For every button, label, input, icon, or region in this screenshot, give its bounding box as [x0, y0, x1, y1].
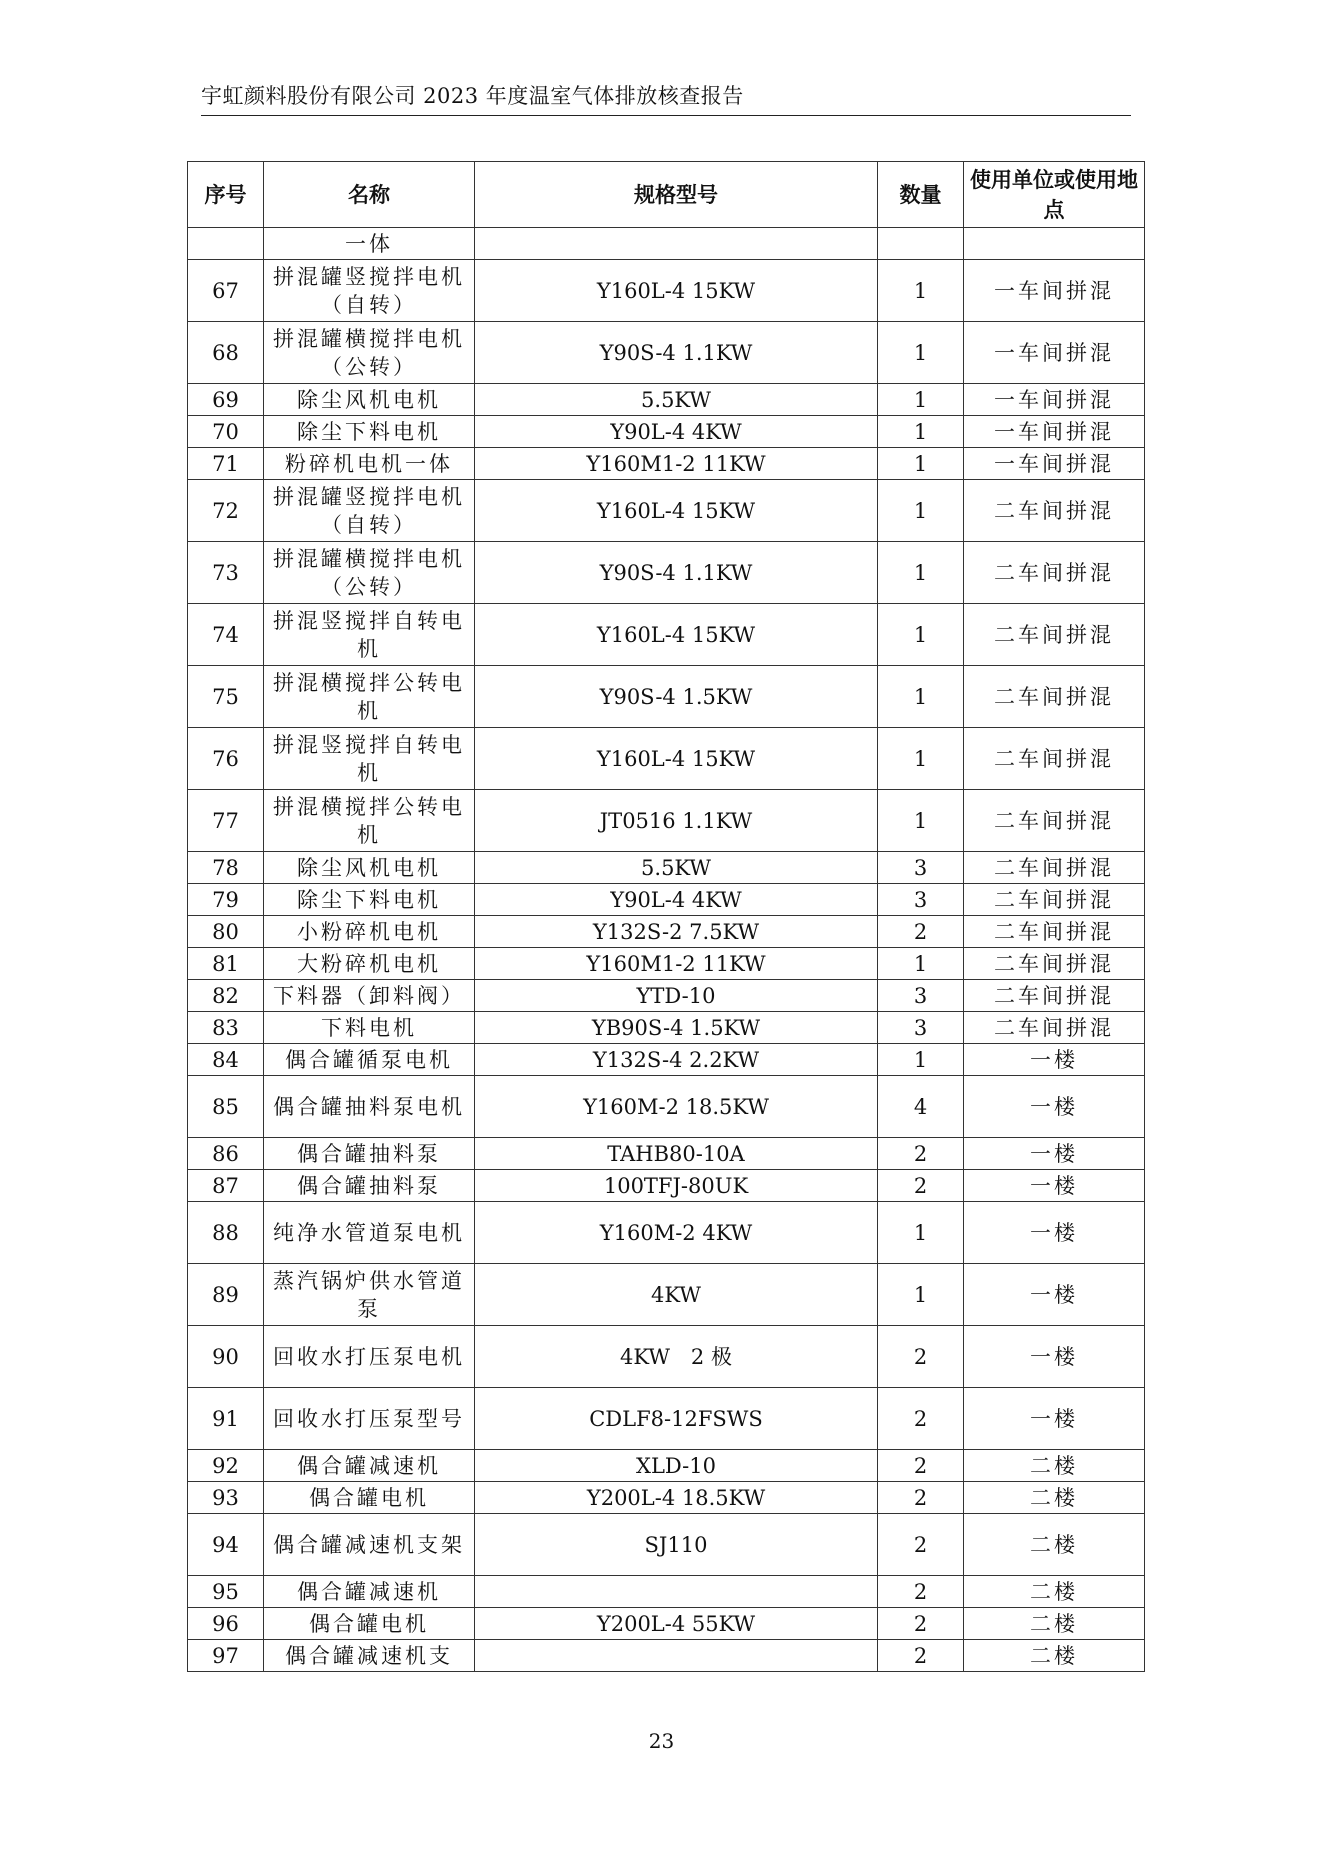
cell-spec: Y160L-4 15KW — [475, 480, 878, 542]
cell-name: 蒸汽锅炉供水管道泵 — [264, 1264, 475, 1326]
cell-no: 90 — [188, 1326, 264, 1388]
cell-name: 回收水打压泵电机 — [264, 1326, 475, 1388]
table-row — [188, 1170, 1145, 1202]
cell-location: 一楼 — [964, 1044, 1145, 1076]
cell-name: 偶合罐减速机支 — [264, 1640, 475, 1672]
table-row — [188, 948, 1145, 980]
cell-no: 70 — [188, 416, 264, 448]
cell-name: 拼混罐横搅拌电机（公转） — [264, 322, 475, 384]
cell-qty: 1 — [878, 1202, 964, 1264]
cell-spec: Y132S-2 7.5KW — [475, 916, 878, 948]
cell-spec: SJ110 — [475, 1514, 878, 1576]
table-row — [188, 1264, 1145, 1326]
table-header-row — [188, 162, 1145, 228]
cell-qty: 1 — [878, 384, 964, 416]
col-header-no: 序号 — [188, 162, 264, 228]
cell-location: 一楼 — [964, 1202, 1145, 1264]
cell-name: 除尘下料电机 — [264, 416, 475, 448]
cell-qty: 2 — [878, 1388, 964, 1450]
cell-name: 偶合罐电机 — [264, 1482, 475, 1514]
cell-qty: 2 — [878, 1640, 964, 1672]
table-row — [188, 448, 1145, 480]
col-header-name: 名称 — [264, 162, 475, 228]
header-divider — [201, 115, 1131, 116]
cell-location: 一车间拼混 — [964, 260, 1145, 322]
cell-location: 二车间拼混 — [964, 480, 1145, 542]
cell-qty: 3 — [878, 884, 964, 916]
cell-name: 除尘下料电机 — [264, 884, 475, 916]
cell-no: 82 — [188, 980, 264, 1012]
cell-spec: Y90L-4 4KW — [475, 884, 878, 916]
table-body — [188, 228, 1145, 1672]
cell-name: 偶合罐减速机支架 — [264, 1514, 475, 1576]
cell-no: 74 — [188, 604, 264, 666]
cell-spec: Y90S-4 1.1KW — [475, 322, 878, 384]
cell-spec — [475, 1576, 878, 1608]
page-number: 23 — [648, 1729, 675, 1753]
cell-no: 83 — [188, 1012, 264, 1044]
table-row — [188, 1326, 1145, 1388]
cell-name: 下料器（卸料阀） — [264, 980, 475, 1012]
table-row — [188, 1388, 1145, 1450]
cell-no: 80 — [188, 916, 264, 948]
table-row — [188, 1076, 1145, 1138]
cell-spec: XLD-10 — [475, 1450, 878, 1482]
cell-qty: 1 — [878, 790, 964, 852]
cell-spec: 4KW 2 极 — [475, 1326, 878, 1388]
cell-name: 偶合罐抽料泵 — [264, 1170, 475, 1202]
cell-name: 拼混横搅拌公转电机 — [264, 790, 475, 852]
table-row — [188, 384, 1145, 416]
table-row — [188, 1138, 1145, 1170]
cell-location: 二车间拼混 — [964, 1012, 1145, 1044]
table-row — [188, 1450, 1145, 1482]
cell-no: 88 — [188, 1202, 264, 1264]
cell-location: 一楼 — [964, 1264, 1145, 1326]
cell-qty: 1 — [878, 1044, 964, 1076]
cell-location: 二楼 — [964, 1608, 1145, 1640]
cell-location: 二楼 — [964, 1576, 1145, 1608]
cell-name: 小粉碎机电机 — [264, 916, 475, 948]
table-row — [188, 322, 1145, 384]
cell-no: 68 — [188, 322, 264, 384]
table-row — [188, 480, 1145, 542]
cell-location: 二车间拼混 — [964, 542, 1145, 604]
cell-no: 93 — [188, 1482, 264, 1514]
cell-no: 75 — [188, 666, 264, 728]
cell-name: 拼混横搅拌公转电机 — [264, 666, 475, 728]
table-row — [188, 1012, 1145, 1044]
cell-no: 94 — [188, 1514, 264, 1576]
cell-name: 拼混罐竖搅拌电机（自转） — [264, 260, 475, 322]
cell-spec: Y200L-4 18.5KW — [475, 1482, 878, 1514]
table-row — [188, 1482, 1145, 1514]
table-row — [188, 1640, 1145, 1672]
cell-spec: YTD-10 — [475, 980, 878, 1012]
cell-qty: 1 — [878, 948, 964, 980]
cell-location: 一楼 — [964, 1170, 1145, 1202]
cell-qty: 2 — [878, 916, 964, 948]
cell-location: 一楼 — [964, 1388, 1145, 1450]
cell-spec: Y132S-4 2.2KW — [475, 1044, 878, 1076]
cell-spec: CDLF8-12FSWS — [475, 1388, 878, 1450]
report-header: 宇虹颜料股份有限公司 2023 年度温室气体排放核查报告 — [201, 84, 744, 108]
table-row — [188, 260, 1145, 322]
cell-no — [188, 228, 264, 260]
cell-name: 偶合罐循泵电机 — [264, 1044, 475, 1076]
cell-no: 79 — [188, 884, 264, 916]
cell-no: 76 — [188, 728, 264, 790]
cell-location: 二车间拼混 — [964, 604, 1145, 666]
cell-no: 96 — [188, 1608, 264, 1640]
cell-location: 二车间拼混 — [964, 916, 1145, 948]
table-row — [188, 228, 1145, 260]
cell-name: 一体 — [264, 228, 475, 260]
cell-no: 97 — [188, 1640, 264, 1672]
cell-spec: Y160L-4 15KW — [475, 728, 878, 790]
cell-location: 二车间拼混 — [964, 884, 1145, 916]
cell-location: 一楼 — [964, 1076, 1145, 1138]
cell-qty: 3 — [878, 852, 964, 884]
cell-no: 77 — [188, 790, 264, 852]
cell-name: 大粉碎机电机 — [264, 948, 475, 980]
table-row — [188, 1044, 1145, 1076]
table-row — [188, 884, 1145, 916]
cell-qty: 1 — [878, 666, 964, 728]
cell-spec: Y160M1-2 11KW — [475, 948, 878, 980]
cell-qty: 1 — [878, 480, 964, 542]
cell-qty: 1 — [878, 1264, 964, 1326]
cell-qty: 1 — [878, 604, 964, 666]
cell-location: 二车间拼混 — [964, 852, 1145, 884]
cell-qty: 3 — [878, 980, 964, 1012]
cell-spec: JT0516 1.1KW — [475, 790, 878, 852]
cell-qty: 1 — [878, 416, 964, 448]
cell-spec: Y90S-4 1.1KW — [475, 542, 878, 604]
cell-location: 一车间拼混 — [964, 416, 1145, 448]
cell-location: 二车间拼混 — [964, 980, 1145, 1012]
cell-location: 二车间拼混 — [964, 728, 1145, 790]
cell-no: 71 — [188, 448, 264, 480]
cell-no: 67 — [188, 260, 264, 322]
cell-spec — [475, 1640, 878, 1672]
table-row — [188, 916, 1145, 948]
cell-qty: 3 — [878, 1012, 964, 1044]
cell-name: 纯净水管道泵电机 — [264, 1202, 475, 1264]
cell-name: 偶合罐抽料泵电机 — [264, 1076, 475, 1138]
table-row — [188, 666, 1145, 728]
cell-qty: 4 — [878, 1076, 964, 1138]
cell-qty — [878, 228, 964, 260]
cell-spec: 5.5KW — [475, 384, 878, 416]
cell-spec: Y90L-4 4KW — [475, 416, 878, 448]
cell-qty: 1 — [878, 322, 964, 384]
cell-qty: 2 — [878, 1482, 964, 1514]
cell-location: 二车间拼混 — [964, 666, 1145, 728]
cell-no: 81 — [188, 948, 264, 980]
cell-no: 87 — [188, 1170, 264, 1202]
cell-spec: TAHB80-10A — [475, 1138, 878, 1170]
cell-name: 回收水打压泵型号 — [264, 1388, 475, 1450]
cell-spec — [475, 228, 878, 260]
cell-qty: 2 — [878, 1450, 964, 1482]
cell-qty: 2 — [878, 1576, 964, 1608]
cell-name: 拼混竖搅拌自转电机 — [264, 604, 475, 666]
cell-qty: 1 — [878, 448, 964, 480]
cell-name: 偶合罐抽料泵 — [264, 1138, 475, 1170]
table-row — [188, 1608, 1145, 1640]
cell-spec: 5.5KW — [475, 852, 878, 884]
table-row — [188, 790, 1145, 852]
cell-spec: Y160M-2 18.5KW — [475, 1076, 878, 1138]
table-row — [188, 1576, 1145, 1608]
cell-qty: 2 — [878, 1608, 964, 1640]
cell-qty: 1 — [878, 260, 964, 322]
cell-no: 72 — [188, 480, 264, 542]
cell-location — [964, 228, 1145, 260]
cell-qty: 2 — [878, 1138, 964, 1170]
cell-no: 95 — [188, 1576, 264, 1608]
table-row — [188, 728, 1145, 790]
cell-spec: Y160M-2 4KW — [475, 1202, 878, 1264]
cell-spec: 4KW — [475, 1264, 878, 1326]
cell-no: 69 — [188, 384, 264, 416]
table-row — [188, 980, 1145, 1012]
cell-no: 84 — [188, 1044, 264, 1076]
cell-name: 除尘风机电机 — [264, 852, 475, 884]
cell-spec: 100TFJ-80UK — [475, 1170, 878, 1202]
cell-location: 一车间拼混 — [964, 322, 1145, 384]
cell-location: 二车间拼混 — [964, 790, 1145, 852]
cell-name: 拼混罐横搅拌电机（公转） — [264, 542, 475, 604]
cell-name: 除尘风机电机 — [264, 384, 475, 416]
cell-location: 二楼 — [964, 1482, 1145, 1514]
cell-name: 拼混竖搅拌自转电机 — [264, 728, 475, 790]
cell-location: 一楼 — [964, 1326, 1145, 1388]
cell-name: 拼混罐竖搅拌电机（自转） — [264, 480, 475, 542]
cell-no: 92 — [188, 1450, 264, 1482]
cell-location: 一楼 — [964, 1138, 1145, 1170]
cell-name: 偶合罐减速机 — [264, 1450, 475, 1482]
cell-no: 78 — [188, 852, 264, 884]
cell-spec: Y160L-4 15KW — [475, 260, 878, 322]
cell-no: 89 — [188, 1264, 264, 1326]
table-row — [188, 604, 1145, 666]
cell-location: 二楼 — [964, 1514, 1145, 1576]
cell-qty: 1 — [878, 728, 964, 790]
cell-name: 下料电机 — [264, 1012, 475, 1044]
table-row — [188, 542, 1145, 604]
table-row — [188, 1202, 1145, 1264]
cell-name: 粉碎机电机一体 — [264, 448, 475, 480]
cell-location: 二车间拼混 — [964, 948, 1145, 980]
cell-no: 73 — [188, 542, 264, 604]
cell-name: 偶合罐电机 — [264, 1608, 475, 1640]
cell-spec: Y200L-4 55KW — [475, 1608, 878, 1640]
cell-spec: Y160M1-2 11KW — [475, 448, 878, 480]
cell-no: 85 — [188, 1076, 264, 1138]
cell-no: 91 — [188, 1388, 264, 1450]
cell-location: 二楼 — [964, 1450, 1145, 1482]
col-header-qty: 数量 — [878, 162, 964, 228]
cell-spec: Y160L-4 15KW — [475, 604, 878, 666]
col-header-location: 使用单位或使用地点 — [964, 162, 1145, 228]
col-header-spec: 规格型号 — [475, 162, 878, 228]
cell-spec: YB90S-4 1.5KW — [475, 1012, 878, 1044]
equipment-table — [187, 161, 1145, 1672]
cell-name: 偶合罐减速机 — [264, 1576, 475, 1608]
table-row — [188, 1514, 1145, 1576]
cell-location: 二楼 — [964, 1640, 1145, 1672]
cell-qty: 2 — [878, 1326, 964, 1388]
cell-spec: Y90S-4 1.5KW — [475, 666, 878, 728]
table-row — [188, 416, 1145, 448]
cell-location: 一车间拼混 — [964, 448, 1145, 480]
cell-qty: 2 — [878, 1170, 964, 1202]
cell-qty: 1 — [878, 542, 964, 604]
cell-location: 一车间拼混 — [964, 384, 1145, 416]
cell-qty: 2 — [878, 1514, 964, 1576]
table-row — [188, 852, 1145, 884]
cell-no: 86 — [188, 1138, 264, 1170]
